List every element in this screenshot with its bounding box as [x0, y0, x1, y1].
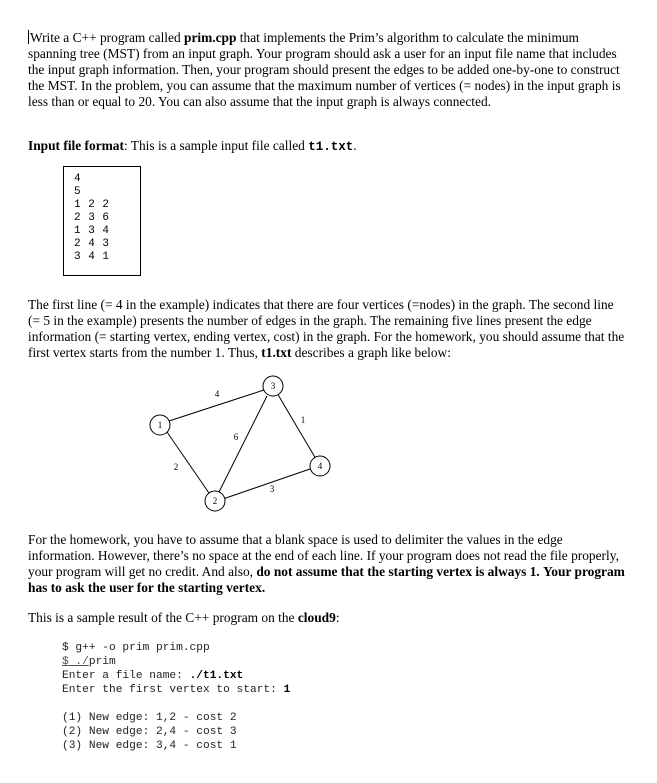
input-format-filename: t1.txt — [308, 140, 354, 154]
sample-file-line: 3 4 1 — [74, 251, 110, 263]
terminal-vertex-prompt: Enter the first vertex to start: 1 — [62, 684, 291, 696]
explanation-filename: t1.txt — [261, 345, 292, 360]
homework-text: For the homework, you have to assume that a blank space is used to delimiter the values in the edge information. However, there’s no space at the end of each line. If your program does not read the file properly, your program will get no credit. And also, — [28, 532, 619, 579]
sample-file-line: 5 — [74, 186, 82, 198]
homework-paragraph — [28, 532, 628, 596]
explanation-text: The first line (= 4 in the example) indicates that there are four vertices (=nodes) in the graph. The second line (= 5 in the example) presents the number of edges in the graph. The remaining five lines present the edge information (= starting vertex, ending vertex, cost) in the graph. For the homework, you should assume that the first vertex starts from the number 1. Thus, — [28, 297, 625, 360]
terminal-vertex-input: 1 — [283, 684, 291, 696]
input-format-text: : This is a sample input file called — [123, 138, 309, 153]
graph-node-label: 1 — [157, 420, 163, 430]
intro-program-name: prim.cpp — [184, 30, 237, 45]
sample-result-text: This is a sample result of the C++ program on the — [28, 610, 298, 625]
homework-requirement: Your program has to ask the user for the starting vertex. — [28, 564, 625, 595]
graph-edge-cost: 6 — [233, 432, 239, 442]
sample-result-host: cloud9 — [297, 610, 336, 625]
graph-node-label: 3 — [270, 381, 276, 391]
graph-edge-cost: 3 — [269, 484, 275, 494]
input-format-period: . — [353, 138, 357, 153]
graph-edge-2-3 — [219, 396, 267, 492]
sample-file-line: 2 3 6 — [74, 212, 110, 224]
graph-edge-cost: 1 — [300, 415, 306, 425]
graph-node-label: 4 — [317, 461, 323, 471]
sample-file-line: 4 — [74, 173, 82, 185]
sample-file-line: 2 4 3 — [74, 238, 110, 250]
intro-text-start: Write a C++ program called — [30, 30, 184, 45]
sample-file-line: 1 2 2 — [74, 199, 110, 211]
graph-edge-cost: 2 — [173, 462, 179, 472]
terminal-output-line: (2) New edge: 2,4 - cost 3 — [62, 726, 237, 738]
intro-text-rest: that implements the Prim’s algorithm to calculate the minimum spanning tree (MST) from an input graph. Your program should ask a user for an input file name that includes the input graph information. Then, your program should present the edges to be added one-by-one to construct the MST. In the problem, you can assume that the maximum number of vertices (= nodes) in the input graph is less than or equal to 20. You can also assume that the input graph is always connected. — [28, 30, 621, 109]
sample-result-line: This is a sample result of the C++ program on the cloud9: — [28, 610, 340, 625]
terminal-file-input: ./t1.txt — [189, 670, 244, 682]
graph-edge-cost: 4 — [214, 389, 220, 399]
sample-file-line: 1 3 4 — [74, 225, 110, 237]
graph-edge-3-4 — [277, 393, 316, 459]
terminal-file-prompt: Enter a file name: ./t1.txt — [62, 670, 244, 682]
explanation-text-end: describes a graph like below: — [291, 345, 451, 360]
terminal-run-command: $ ./prim — [62, 656, 116, 668]
graph-node-label: 2 — [212, 496, 218, 506]
homework-warning: do not assume that the starting vertex is always 1. — [256, 564, 540, 579]
terminal-output-line: (1) New edge: 1,2 - cost 2 — [62, 712, 237, 724]
terminal-compile-command: $ g++ -o prim prim.cpp — [62, 642, 210, 654]
terminal-output-line: (3) New edge: 3,4 - cost 1 — [62, 740, 237, 752]
input-format-label: Input file format — [28, 138, 124, 153]
graph-edge-2-4 — [223, 469, 310, 499]
